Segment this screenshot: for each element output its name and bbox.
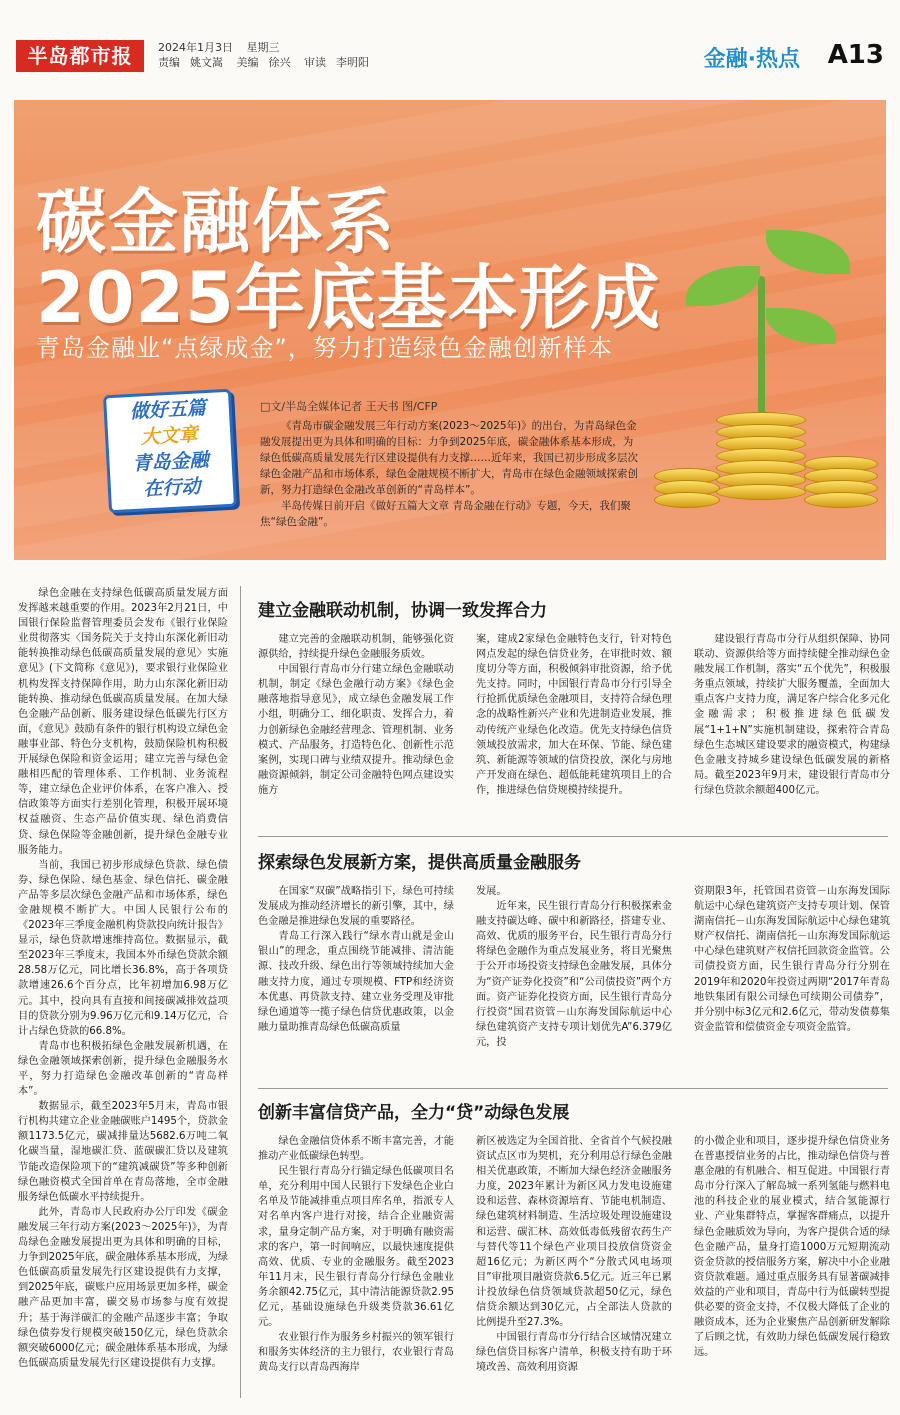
paragraph: 数据显示，截至2023年5月末，青岛市银行机构共建立企业金融碳账户1495个，贷款金额1173.5亿元，碳减排量达5682.6万吨二氧化碳当量，湿地碳汇贷、蓝碳碳汇贷以及建筑节能改造保险项下的“建筑减碳贷”等多种创新绿色融资模式全国首单在青岛落地，全市金融服务绿色低碳水平持续提升。 bbox=[18, 1101, 228, 1203]
intro-paragraph: 《青岛市碳金融发展三年行动方案(2023～2025年)》的出台，为青岛绿色金融发展提出更为具体和明确的目标：力争到2025年底，碳金融体系基本形成，为绿色低碳高质量发展先行区建设提供有力支撑……近年来，我国已初步形成多层次绿色金融产品和市场体系，绿色金融规模不断扩大，青岛市在绿色金融领域探索创新，努力打造绿色金融改革创新的“青岛样本”。 bbox=[260, 420, 638, 496]
leaf-icon bbox=[686, 266, 760, 306]
byline: □文/半岛全媒体记者 王天书 图/CFP bbox=[260, 400, 438, 413]
paragraph: 青岛市也积极拓绿色金融发展新机遇，在绿色金融领域探索创新，提升绿色金融服务水平，努力打造绿色金融改革创新的“青岛样本”。 bbox=[18, 1040, 228, 1098]
coin-icon bbox=[804, 492, 878, 508]
headline-line-1: 碳金融体系 bbox=[36, 181, 396, 263]
section-divider bbox=[258, 1088, 888, 1089]
paragraph: 绿色金融信贷体系不断丰富完善，才能推动产业低碳绿色转型。 bbox=[258, 1136, 454, 1163]
section-2-col-2 bbox=[476, 884, 672, 1050]
leaf-icon bbox=[766, 308, 836, 344]
reviewer-label: 审读 bbox=[304, 56, 326, 69]
column-badge bbox=[103, 389, 237, 514]
paragraph: 建设银行青岛市分行从组织保障、协同联动、资源供给等方面持续健全推动绿色金融发展工作机制，落实“五个优先”，积极服务重点领域，持续扩大服务覆盖，全面加大重点客户支持力度，满足客户综合化多元化金融需求；积极推进绿色低碳发展“1+1+N”实施机制建设，探索符合青岛绿色生态城区建设要求的融资模式，构建绿色金融支持城乡建设绿色低碳发展的新格局。截至2023年9月末，建设银行青岛市分行绿色贷款余额超400亿元。 bbox=[694, 634, 890, 796]
section-3-title: 创新丰富信贷产品，全力“贷”动绿色发展 bbox=[258, 1103, 570, 1123]
badge-line: 大文章 bbox=[140, 423, 199, 449]
section-2-title: 探索绿色发展新方案，提供高质量金融服务 bbox=[258, 853, 581, 873]
section-divider bbox=[258, 836, 888, 837]
paragraph: 案，建成2家绿色金融特色支行，针对特色网点发起的绿色信贷业务，在审批时效、额度切分等方面，积极倾斜审批资源，给予优先支持。同时，中国银行青岛市分行引导全行抢抓优质绿色金融项目，支持符合绿色理念的战略性新兴产业和先进制造业发展，推动传统产业绿色化改造。优先支持绿色信贷领域投放需求，加大在环保、节能、绿色建筑、新能源等领域的信贷投放，深化与房地产开发商在绿色、超低能耗建筑项目上的合作，推进绿色信贷规模持续提升。 bbox=[476, 634, 672, 796]
paragraph: 发展。 bbox=[476, 886, 507, 897]
newspaper-logo: 半岛都市报 bbox=[16, 40, 144, 72]
intro-paragraph: 半岛传媒日前开启《做好五篇大文章 青岛金融在行动》专题，今天，我们聚焦“绿色金融”。 bbox=[260, 500, 631, 528]
paragraph: 的小微企业和项目，逐步提升绿色信贷业务在普惠授信业务的占比，推动绿色信贷与普惠金融的有机融合、相互促进。中国银行青岛市分行深入了解岛城一系列氢能与燃料电池的科技企业的展业模式，结合氢能源行业、产业集群特点，掌握客群痛点，以提升绿色金融质效为导向，为客户提供合适的绿色金融产品，量身打造1000万元短期流动资金贷款的授信服务方案，解决中小企业融资贷款难题。通过重点服务具有显著碳减排效益的产业和项目，青岛中行为低碳转型提供必要的资金支持，不仅极大降低了企业的融资成本，还为企业聚焦产品创新研发解除了后顾之忧，有效助力绿色低碳发展行稳致远。 bbox=[694, 1136, 890, 1359]
paragraph: 农业银行作为服务乡村振兴的领军银行和服务实体经济的主力银行，农业银行青岛黄岛支行以青岛西海岸 bbox=[258, 1332, 454, 1374]
left-column bbox=[18, 586, 228, 1371]
section-3-col-1 bbox=[258, 1134, 454, 1376]
paragraph: 近年来，民生银行青岛分行积极探索金融支持碳达峰、碳中和新路径，搭建专业、高效、优质的服务平台，民生银行青岛分行将绿色金融作为重点发展业务，将目光聚焦于公开市场投资支持绿色金融发展，具体分为“资产证券化投资”和“公司债投资”两个方面。资产证券化投资方面，民生银行青岛分行投资“国君资管－山东海发国际航运中心绿色建筑资产支持专项计划优先A”6.379亿元，投 bbox=[476, 901, 672, 1048]
section-1-col-3 bbox=[694, 632, 890, 798]
issue-meta bbox=[158, 40, 379, 70]
art-label: 美编 bbox=[236, 56, 259, 69]
paragraph: 在国家“双碳”战略指引下，绿色可持续发展成为推动经济增长的新引擎，其中，绿色金融是推进绿色发展的重要路径。 bbox=[258, 886, 454, 928]
section-3-col-2 bbox=[476, 1134, 672, 1376]
section-1-col-2 bbox=[476, 632, 672, 798]
issue-date: 2024年1月3日 bbox=[158, 41, 233, 54]
badge-line: 在行动 bbox=[142, 475, 201, 501]
leaf-icon bbox=[766, 230, 850, 274]
sprout-stem bbox=[758, 276, 765, 416]
paragraph: 绿色金融在支持绿色低碳高质量发展方面发挥越来越重要的作用。2023年2月21日，中国银行保险监督管理委员会发布《银行业保险业贯彻落实〈国务院关于支持山东深化新旧动能转换推动绿色低碳高质量发展的意见〉实施意见》(下文简称《意见》)，要求银行业保险业机构发挥支持保障作用，助力山东深化新旧动能转换、推动绿色低碳高质量发展。在加大绿色金融产品创新、服务建设绿色低碳先行区方面，《意见》鼓励有条件的银行机构设立绿色金融事业部、特色分支机构，鼓励保险机构积极开展绿色保险和资金运用；建立完善与绿色金融相匹配的管理体系、工作机制、业务流程等，建立绿色企业评价体系，在客户准入、授信政策等方面实行差别化管理，积极开展环境权益融资、生态产品价值实现、绿色消费信贷、绿色保险等金融创新，提升绿色金融专业服务能力。 bbox=[18, 588, 228, 856]
paragraph: 中国银行青岛市分行建立绿色金融联动机制，制定《绿色金融行动方案》《绿色金融落地指导意见》，成立绿色金融发展工作小组，明确分工、细化职责、发挥合力，着力创新绿色金融经营理念、管理机制、业务模式、产品服务，打造特色化、创新性示范案例，实现口碑与业绩双提升。推动绿色金融资源倾斜，制定公司金融特色网点建设实施方 bbox=[258, 664, 454, 796]
masthead bbox=[0, 0, 900, 88]
section-name: 金融·热点 bbox=[703, 47, 800, 72]
art-name: 徐兴 bbox=[268, 56, 291, 69]
intro-text bbox=[260, 418, 642, 530]
section-1-title: 建立金融联动机制，协调一致发挥合力 bbox=[258, 601, 547, 621]
editor-name: 姚文嵩 bbox=[190, 56, 223, 69]
paragraph: 此外，青岛市人民政府办公厅印发《碳金融发展三年行动方案(2023～2025年)》，为青岛绿色金融发展提出更为具体和明确的目标，力争到2025年底，碳金融体系基本形成，为绿色低碳高质量发展先行区建设提供有力支撑，到2025年底，碳账户应用场景更加多样，碳金融产品更加丰富，碳交易市场参与度有效提升；基于海洋碳汇的金融产品逐步丰富；争取绿色债券发行规模突破150亿元，绿色贷款余额突破6000亿元；碳金融体系基本形成，为绿色低碳高质量发展先行区建设提供有力支撑。 bbox=[18, 1206, 228, 1369]
paragraph: 建立完善的金融联动机制，能够强化资源供给，持续提升绿色金融服务质效。 bbox=[258, 634, 454, 661]
subheadline: 青岛金融业“点绿成金”，努力打造绿色金融创新样本 bbox=[36, 334, 613, 362]
paragraph: 民生银行青岛分行锚定绿色低碳项目名单，充分利用中国人民银行下发绿色企业白名单及节能减排重点项目库名单，指派专人对名单内客户进行对接，结合企业融资需求，量身定制产品方案，对于明确有融资需求的客户，第一时间响应，以最快速度提供高效、优质、专业的金融服务。截至2023年11月末，民生银行青岛分行绿色金融业务余额42.75亿元，其中清洁能源贷款2.95亿元，基础设施绿色升级类贷款36.61亿元。 bbox=[258, 1166, 454, 1329]
feature-banner bbox=[14, 100, 886, 560]
coin-icon bbox=[654, 492, 720, 508]
section-3-col-3 bbox=[694, 1134, 890, 1360]
coins-sprout-illustration bbox=[654, 156, 884, 556]
section-1-col-1 bbox=[258, 632, 454, 798]
reviewer-name: 李明阳 bbox=[336, 56, 369, 69]
paragraph: 资期限3年，托管国君资管－山东海发国际航运中心绿色建筑资产支持专项计划、保管湖南信托－山东海发国际航运中心绿色建筑财产权信托、湖南信托－山东海发国际航运中心绿色建筑财产权信托回款资金监管。公司债投资方面，民生银行青岛分行分别在2019年和2020年投资过两期“2017年青岛地铁集团有限公司绿色可续期公司债券”，并分别中标3亿元和2.6亿元，带动发债募集资金监管和偿债资金专项资金监管。 bbox=[694, 886, 890, 1033]
page-number: A13 bbox=[827, 40, 884, 70]
badge-line: 青岛金融 bbox=[132, 449, 210, 475]
column-divider bbox=[240, 586, 241, 1398]
paragraph: 当前，我国已初步形成绿色贷款、绿色债券、绿色保险、绿色基金、绿色信托、碳金融产品等多层次绿色金融产品和市场体系，绿色金融规模不断扩大。中国人民银行公布的《2023年三季度金融机构贷款投向统计报告》显示，绿色贷款增速维持高位。数据显示，截至2023年三季度末，我国本外币绿色贷款余额28.58万亿元，同比增长36.8%，高于各项贷款增速26.6个百分点，比年初增加6.98万亿元。其中，投向具有直接和间接碳减排效益项目的贷款分别为9.96万亿元和9.14万亿元，合计占绿色贷款的66.8%。 bbox=[18, 859, 228, 1037]
coin-icon bbox=[716, 484, 806, 500]
issue-weekday: 星期三 bbox=[246, 41, 280, 54]
paragraph: 青岛工行深入践行“绿水青山就是金山银山”的理念，重点围绕节能减排、清洁能源、技改升级、绿色出行等领域持续加大金融支持力度，通过专项规模、FTP和经济资本优惠、再贷款支持、建立业务受理及审批绿色通道等一揽子绿色信贷优惠政策，以金融力量助推青岛绿色低碳高质量 bbox=[258, 931, 454, 1033]
section-2-col-1 bbox=[258, 884, 454, 1035]
editor-label: 责编 bbox=[158, 56, 180, 69]
section-2-col-3 bbox=[694, 884, 890, 1035]
paragraph: 中国银行青岛市分行结合区域情况建立绿色信贷目标客户清单，积极支持有助于环境改善、高效利用资源 bbox=[476, 1332, 672, 1374]
badge-line: 做好五篇 bbox=[129, 397, 207, 424]
paragraph: 新区被选定为全国首批、全省首个气候投融资试点区市为契机，充分利用总行绿色金融相关优惠政策，不断加大绿色经济金融服务力度，2023年累计为新区风力发电设施建设和运营、森林资源培育、节能电机制造、绿色建筑材料制造、生活垃圾处理设施建设和运营、碳汇林、高效低毒低残留农药生产与替代等11个绿色产业项目投放信贷资金超16亿元；为新区两个“分散式风电场项目”审批项目融资贷款6.5亿元。近三年已累计投放绿色信贷领域贷款超50亿元，绿色信贷余额达到30亿元，占全部法人贷款的比例提升至27.3%。 bbox=[476, 1136, 672, 1329]
headline-line-2: 2025年底基本形成 bbox=[36, 257, 661, 339]
